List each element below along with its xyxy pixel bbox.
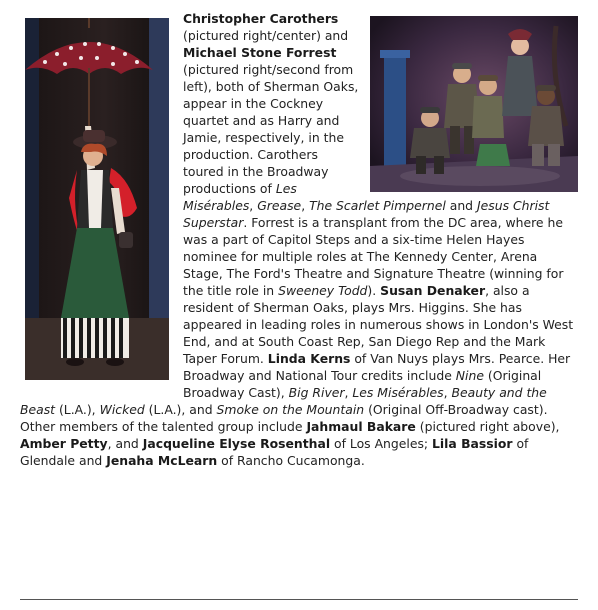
text-run: , [249, 198, 258, 213]
production-title: Sweeney Todd [278, 283, 368, 298]
production-title: Smoke on the Mountain [216, 402, 365, 417]
text-run: (L.A.), and [144, 402, 217, 417]
person-name: Linda Kerns [267, 351, 351, 366]
person-name: Michael Stone Forrest [183, 45, 337, 60]
person-name: Christopher Carothers [183, 11, 339, 26]
divider [20, 599, 578, 600]
production-title: The Scarlet Pimpernel [309, 198, 446, 213]
text-run: (Original Broadway Cast), [183, 368, 542, 400]
production-title: Les Misérables [183, 181, 297, 213]
text-run: (L.A.), [55, 402, 100, 417]
person-name: Jacqueline Elyse Rosenthal [142, 436, 331, 451]
text-run: (Original Off-Broadway cast). Other members of the talented group include [20, 402, 548, 434]
text-run: ). [367, 283, 381, 298]
production-title: Wicked [99, 402, 145, 417]
text-run: (pictured right/second from left), both of Sherman Oaks, appear in the Cockney quartet and as Harry and Jamie, respectively, in the production. Carothers toured in the Broadway productions of [183, 62, 359, 196]
text-run: , [344, 385, 353, 400]
person-name: Susan Denaker [380, 283, 486, 298]
production-title: Jesus Christ Superstar [183, 198, 550, 230]
text-run: , [443, 385, 452, 400]
production-title: Beauty and the Beast [20, 385, 547, 417]
text-run: . Forrest is a transplant from the DC area, where he was a part of Capitol Steps and a six-time Helen Hayes nominee for multiple roles at The Kennedy Center, Arena Stage, The Ford's Theatre and Signature Theatre (winning for the title role in [183, 215, 564, 298]
production-title: Nine [455, 368, 484, 383]
text-run: of Van Nuys plays Mrs. Pearce. Her Broadway and National Tour credits include [183, 351, 571, 383]
text-run: (pictured right/center) and [183, 28, 349, 43]
person-name: Jahmaul Bakare [306, 419, 416, 434]
text-run: (pictured right above), [415, 419, 560, 434]
text-run: , [301, 198, 310, 213]
performer-illustration [25, 18, 169, 380]
text-run: and [445, 198, 477, 213]
stage-group-illustration [370, 16, 578, 192]
text-run: of Rancho Cucamonga. [217, 453, 365, 468]
person-name: Jenaha McLearn [106, 453, 218, 468]
text-run: of Glendale and [20, 436, 529, 468]
production-title: Les Misérables [352, 385, 444, 400]
person-name: Lila Bassior [432, 436, 513, 451]
performer-with-umbrella-photo [25, 18, 169, 380]
text-run: , also a resident of Sherman Oaks, plays Mrs. Higgins. She has appeared in leading roles in numerous shows in London's West End, and at South Coast Rep, San Diego Rep and the Mark Taper Forum. [183, 283, 574, 366]
production-title: Big River [288, 385, 345, 400]
article [20, 10, 580, 469]
production-title: Grease [257, 198, 302, 213]
text-run: of Los Angeles; [330, 436, 433, 451]
person-name: Amber Petty [20, 436, 108, 451]
text-run: , and [107, 436, 143, 451]
cast-group-photo [370, 16, 578, 192]
